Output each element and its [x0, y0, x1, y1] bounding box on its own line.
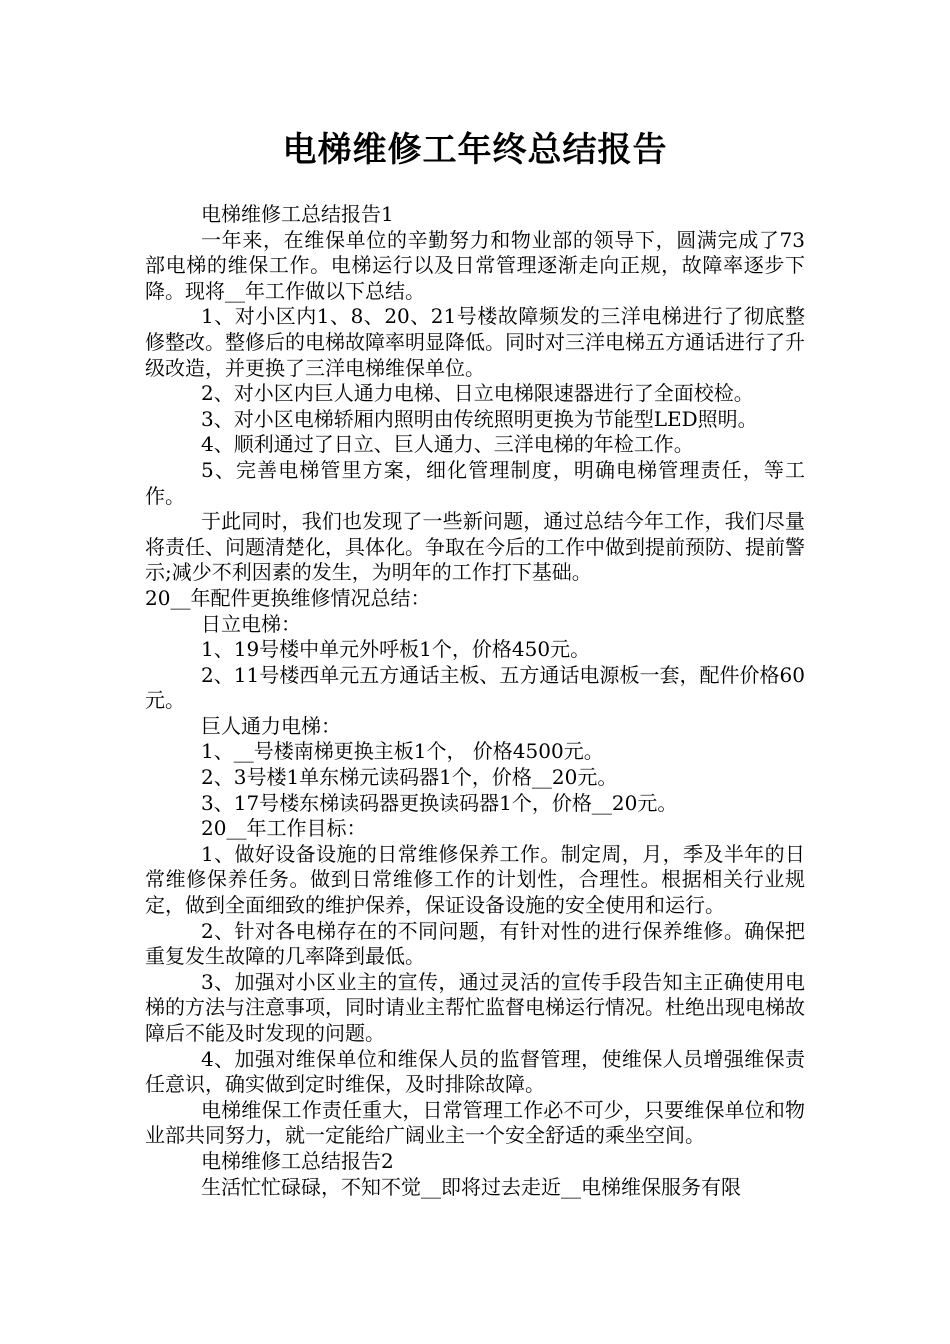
list-item: 5、完善电梯管里方案，细化管理制度，明确电梯管理责任，等工作。 — [145, 457, 805, 508]
subsection-heading: 20__年工作目标： — [201, 816, 367, 841]
list-item: 4、加强对维保单位和维保人员的监督管理，使维保人员增强维保责任意识，确实做到定时维保，及时排除故障。 — [145, 1046, 805, 1097]
document-body — [145, 202, 805, 1200]
list-item: 1、对小区内1、8、20、21号楼故障频发的三洋电梯进行了彻底整修整改。整修后的电梯故障率明显降低。同时对三洋电梯五方通话进行了升级改造，并更换了三洋电梯维保单位。 — [145, 304, 805, 380]
list-item: 2、3号楼1单东梯元读码器1个，价格__20元。 — [201, 765, 618, 790]
body-paragraph: 生活忙忙碌碌，不知不觉__即将过去走近__电梯维保服务有限 — [201, 1174, 741, 1199]
list-item: 3、对小区电梯轿厢内照明由传统照明更换为节能型LED照明。 — [201, 406, 758, 431]
intro-paragraph: 一年来，在维保单位的辛勤努力和物业部的领导下，圆满完成了73部电梯的维保工作。电梯运行以及日常管理逐渐走向正规，故障率逐步下降。现将__年工作做以下总结。 — [145, 227, 805, 303]
list-item: 4、顺利通过了日立、巨人通力、三洋电梯的年检工作。 — [201, 432, 694, 457]
report-heading-1: 电梯维修工总结报告1 — [201, 202, 394, 226]
document-page — [145, 128, 805, 1200]
list-item: 3、17号楼东梯读码器更换读码器1个，价格__20元。 — [201, 790, 678, 815]
list-item: 1、19号楼中单元外呼板1个，价格450元。 — [201, 637, 591, 662]
list-item: 2、对小区内巨人通力电梯、日立电梯限速器进行了全面校检。 — [201, 381, 754, 406]
body-paragraph: 电梯维保工作责任重大，日常管理工作必不可少，只要维保单位和物业部共同努力，就一定能给广阔业主一个安全舒适的乘坐空间。 — [145, 1097, 805, 1148]
body-paragraph: 于此同时，我们也发现了一些新问题，通过总结今年工作，我们尽量将责任、问题清楚化，具体化。争取在今后的工作中做到提前预防、提前警示;减少不利因素的发生，为明年的工作打下基础。 — [145, 509, 805, 585]
list-item: 3、加强对小区业主的宣传，通过灵活的宣传手段告知主正确使用电梯的方法与注意事项，同时请业主帮忙监督电梯运行情况。杜绝出现电梯故障后不能及时发现的问题。 — [145, 969, 805, 1045]
list-item: 2、11号楼西单元五方通话主板、五方通话电源板一套，配件价格60元。 — [145, 662, 805, 713]
subsection-heading: 巨人通力电梯： — [201, 713, 341, 738]
report-heading-2: 电梯维修工总结报告2 — [201, 1148, 394, 1173]
section-heading: 20__年配件更换维修情况总结： — [145, 585, 431, 610]
list-item: 1、做好设备设施的日常维修保养工作。制定周，月，季及半年的日常维修保养任务。做到日常维修工作的计划性，合理性。根据相关行业规定，做到全面细致的维护保养，保证设备设施的安全使用和运行。 — [145, 841, 805, 918]
subsection-heading: 日立电梯： — [201, 611, 301, 636]
list-item: 2、针对各电梯存在的不同问题，有针对性的进行保养维修。确保把重复发生故障的几率降到最低。 — [145, 918, 805, 969]
list-item: 1、__号楼南梯更换主板1个， 价格4500元。 — [201, 739, 604, 764]
document-title: 电梯维修工年终总结报告 — [282, 130, 668, 170]
